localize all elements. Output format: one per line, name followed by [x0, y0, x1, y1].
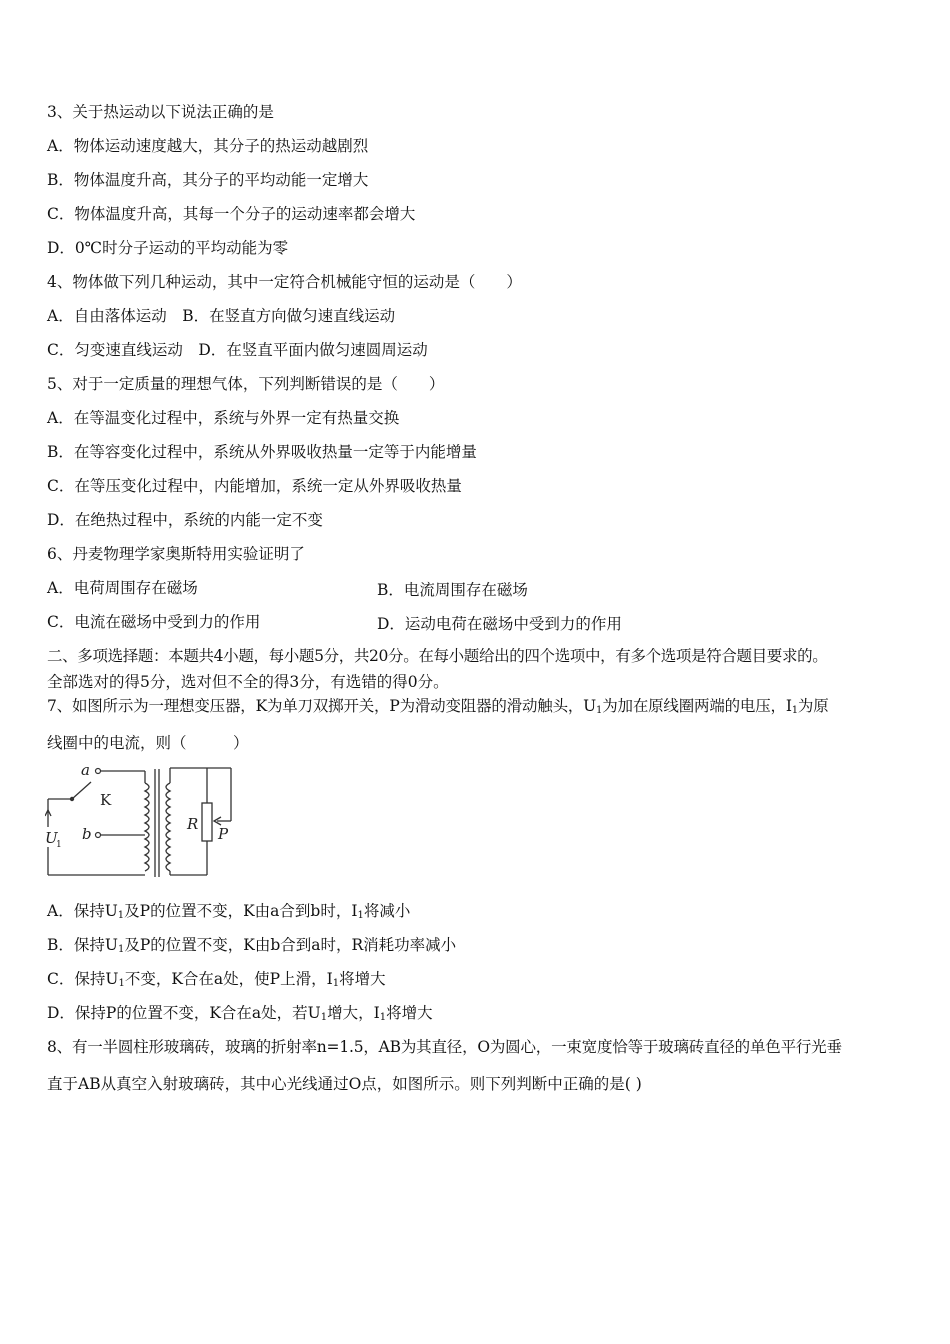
terminal-a-label: a — [81, 763, 90, 779]
q7-option-b: B．保持$U_1$及P的位置不变，K由b合到a时，R消耗功率减小 — [47, 936, 457, 955]
q7-stem-line1: 7、如图所示为一理想变压器，K为单刀双掷开关，P为滑动变阻器的滑动触头，$U_1$为加在原线圈两端的电压，$I_1$为原 — [47, 697, 829, 716]
q5-option-a: A．在等温变化过程中，系统与外界一定有热量交换 — [47, 409, 400, 427]
q4-stem: 4、物体做下列几种运动，其中一定符合机械能守恒的运动是（ ） — [47, 273, 522, 291]
section2-heading-line1: 二、多项选择题：本题共4小题，每小题5分，共20分。在每小题给出的四个选项中，有多个选项是符合题目要求的。 — [47, 647, 828, 665]
q7-option-c: C．保持$U_1$不变，K合在a处，使P上滑，$I_1$将增大 — [47, 970, 386, 989]
q8-stem-line1: 8、有一半圆柱形玻璃砖，玻璃的折射率n=1.5，AB为其直径，O为圆心，一束宽度恰等于玻璃砖直径的单色平行光垂 — [47, 1038, 842, 1056]
q3-option-c: C．物体温度升高，其每一个分子的运动速率都会增大 — [47, 205, 416, 223]
voltage-u-subscript: 1 — [56, 840, 62, 850]
q3-stem: 3、关于热运动以下说法正确的是 — [47, 103, 274, 121]
q6-option-d: D．运动电荷在磁场中受到力的作用 — [377, 615, 622, 633]
section2-heading-line2: 全部选对的得5分，选对但不全的得3分，有选错的得0分。 — [47, 673, 449, 691]
q4-options-cd: C．匀变速直线运动 D．在竖直平面内做匀速圆周运动 — [47, 341, 428, 359]
q5-stem: 5、对于一定质量的理想气体，下列判断错误的是（ ） — [47, 375, 445, 393]
q5-option-b: B．在等容变化过程中，系统从外界吸收热量一定等于内能增量 — [47, 443, 477, 461]
q6-stem: 6、丹麦物理学家奥斯特用实验证明了 — [47, 545, 305, 563]
q8-stem-line2: 直于AB从真空入射玻璃砖，其中心光线通过O点，如图所示。则下列判断中正确的是( ) — [47, 1075, 642, 1093]
resistor-r-label: R — [187, 815, 199, 833]
slider-p-label: P — [218, 825, 229, 843]
q4-options-ab: A．自由落体运动 B．在竖直方向做匀速直线运动 — [47, 307, 396, 325]
q6-option-b: B．电流周围存在磁场 — [377, 581, 528, 599]
terminal-b-label: b — [82, 825, 92, 843]
q6-option-a: A．电荷周围存在磁场 — [47, 579, 198, 597]
q7-option-d: D．保持P的位置不变，K合在a处，若$U_1$增大，$I_1$将增大 — [47, 1004, 433, 1023]
q7-stem-line2: 线圈中的电流，则（ ） — [47, 734, 249, 752]
q3-option-b: B．物体温度升高，其分子的平均动能一定增大 — [47, 171, 369, 189]
q3-option-a: A．物体运动速度越大，其分子的热运动越剧烈 — [47, 137, 369, 155]
switch-k-label: K — [100, 791, 112, 809]
q3-option-d: D．0℃时分子运动的平均动能为零 — [47, 239, 289, 257]
voltage-u-label: U — [45, 829, 58, 847]
q7-option-a: A．保持$U_1$及P的位置不变，K由a合到b时，$I_1$将减小 — [47, 902, 411, 921]
q6-option-c: C．电流在磁场中受到力的作用 — [47, 613, 261, 631]
q5-option-d: D．在绝热过程中，系统的内能一定不变 — [47, 511, 323, 529]
transformer-circuit-diagram — [45, 763, 245, 881]
q5-option-c: C．在等压变化过程中，内能增加，系统一定从外界吸收热量 — [47, 477, 462, 495]
